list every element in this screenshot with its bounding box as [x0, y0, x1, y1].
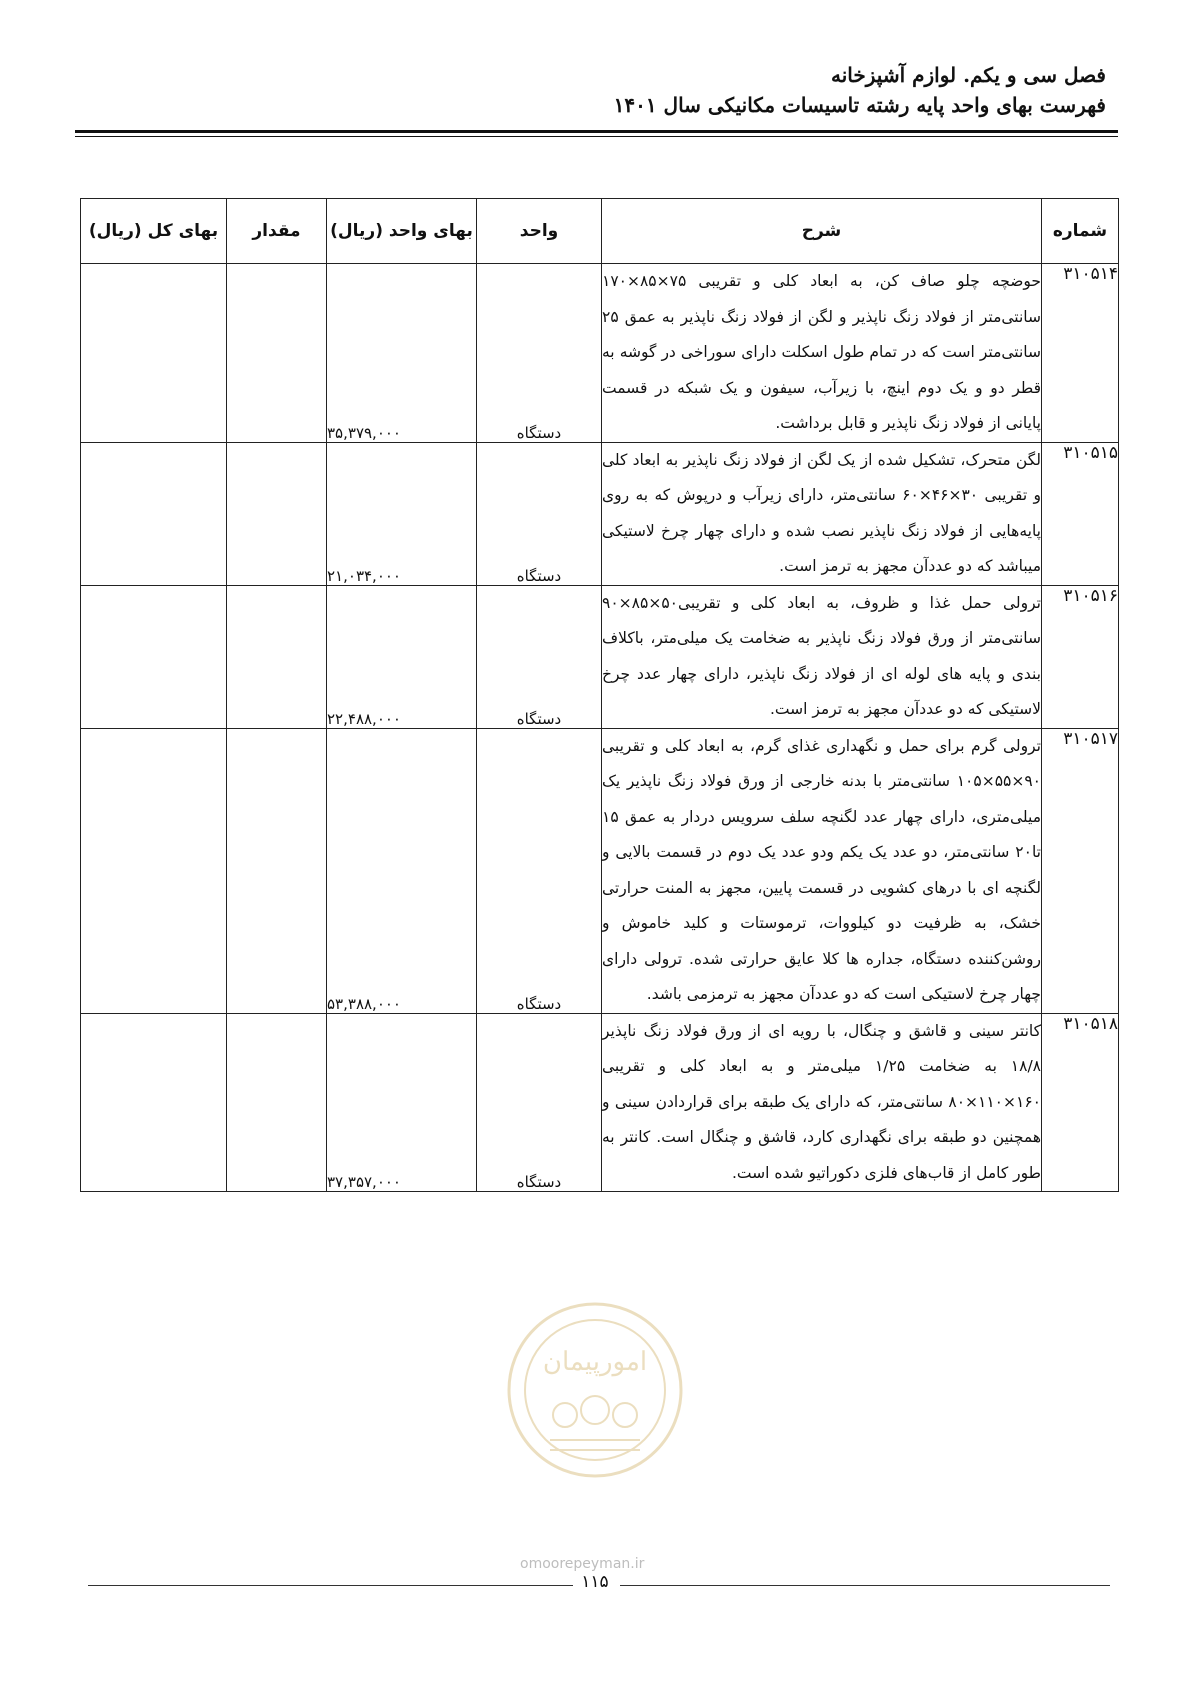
table-row	[81, 728, 1119, 1013]
item-description: لگن متحرک، تشکیل شده از یک لگن از فولاد زنگ ناپذیر به ابعاد کلی و تقریبی ۳۰×۴۶×۶۰ سانتی‌متر، دارای زیرآب و درپوش که به روی پایه‌هایی از فولاد زنگ ناپذیر نصب شده و دارای چهار چرخ لاستیکی میباشد که دو عددآن مجهز به ترمز است.	[602, 442, 1042, 585]
watermark-logo-icon	[505, 1300, 685, 1480]
watermark-url: omoorepeyman.ir	[520, 1556, 645, 1572]
item-unit: دستگاه	[477, 728, 602, 1013]
item-code: ۳۱۰۵۱۴	[1042, 264, 1119, 443]
item-quantity	[227, 442, 327, 585]
item-total-price	[81, 728, 227, 1013]
table-header-row	[81, 199, 1119, 264]
table-row	[81, 585, 1119, 728]
item-description: کانتر سینی و قاشق و چنگال، با رویه ای از ورق فولاد زنگ ناپذیر ۱۸/۸ به ضخامت ۱/۲۵ میلی‌متر و به ابعاد کلی و تقریبی ۱۶۰×۱۱۰×۸۰ سانتی‌متر، که دارای یک طبقه برای قراردادن سینی و همچنین دو طبقه برای نگهداری کارد، قاشق و چنگال است. کانتر به طور کامل از قاب‌های فلزی دکوراتیو شده است.	[602, 1013, 1042, 1192]
item-total-price	[81, 585, 227, 728]
item-quantity	[227, 585, 327, 728]
item-description: ترولی گرم برای حمل و نگهداری غذای گرم، به ابعاد کلی و تقریبی ۹۰×۵۵×۱۰۵ سانتی‌متر با بدنه خارجی از ورق فولاد زنگ ناپذیر یک میلی‌متری، دارای چهار عدد لگنچه سلف سرویس دردار به عمق ۱۵ تا۲۰ سانتی‌متر، دو عدد یک یکم ودو عدد یک دوم در قسمت بالایی و لگنچه ای با درهای کشویی در قسمت پایین، مجهز به المنت حرارتی خشک، به ظرفیت دو کیلووات، ترموستات و کلید خاموش و روشن‌کننده دستگاه، جداره ها کلا عایق حرارتی شده. ترولی دارای چهار چرخ لاستیکی است که دو عددآن مجهز به ترمزمی باشد.	[602, 728, 1042, 1013]
item-unit-price: ۳۵,۳۷۹,۰۰۰	[327, 264, 477, 443]
footer-rule-right	[620, 1585, 1110, 1586]
item-total-price	[81, 442, 227, 585]
item-code: ۳۱۰۵۱۵	[1042, 442, 1119, 585]
item-unit: دستگاه	[477, 1013, 602, 1192]
col-header-unit-price: بهای واحد (ریال)	[327, 199, 477, 264]
item-unit: دستگاه	[477, 442, 602, 585]
col-header-quantity: مقدار	[227, 199, 327, 264]
item-quantity	[227, 1013, 327, 1192]
item-total-price	[81, 1013, 227, 1192]
item-unit: دستگاه	[477, 264, 602, 443]
item-unit-price: ۲۲,۴۸۸,۰۰۰	[327, 585, 477, 728]
page-number: ۱۱۵	[581, 1572, 609, 1592]
header-rule-thin	[75, 136, 1118, 137]
item-code: ۳۱۰۵۱۷	[1042, 728, 1119, 1013]
footer-rule-left	[88, 1585, 573, 1586]
watermark-brand: امورپیمان	[542, 1347, 648, 1377]
item-quantity	[227, 728, 327, 1013]
col-header-total-price: بهای کل (ریال)	[81, 199, 227, 264]
item-code: ۳۱۰۵۱۶	[1042, 585, 1119, 728]
col-header-unit: واحد	[477, 199, 602, 264]
item-unit-price: ۳۷,۳۵۷,۰۰۰	[327, 1013, 477, 1192]
item-unit-price: ۵۳,۳۸۸,۰۰۰	[327, 728, 477, 1013]
item-description: ترولی حمل غذا و ظروف، به ابعاد کلی و تقریبی۵۰×۸۵×۹۰ سانتی‌متر از ورق فولاد زنگ ناپذیر به ضخامت یک میلی‌متر، باکلاف بندی و پایه های لوله ای از فولاد زنگ ناپذیر، دارای چهار عدد چرخ لاستیکی که دو عددآن مجهز به ترمز است.	[602, 585, 1042, 728]
item-unit-price: ۲۱,۰۳۴,۰۰۰	[327, 442, 477, 585]
chapter-title: فصل سی و یکم. لوازم آشپزخانه	[831, 63, 1106, 87]
table-row	[81, 264, 1119, 443]
item-unit: دستگاه	[477, 585, 602, 728]
col-header-desc: شرح	[602, 199, 1042, 264]
item-total-price	[81, 264, 227, 443]
col-header-code: شماره	[1042, 199, 1119, 264]
header-rule-thick	[75, 130, 1118, 133]
item-code: ۳۱۰۵۱۸	[1042, 1013, 1119, 1192]
document-subtitle: فهرست بهای واحد پایه رشته تاسیسات مکانیکی سال ۱۴۰۱	[613, 93, 1106, 117]
table-row	[81, 442, 1119, 585]
item-quantity	[227, 264, 327, 443]
price-list-table	[80, 198, 1119, 1192]
page-header	[66, 60, 1106, 120]
item-description: حوضچه چلو صاف کن، به ابعاد کلی و تقریبی ۷۵×۸۵×۱۷۰ سانتی‌متر از فولاد زنگ ناپذیر و لگن از فولاد زنگ ناپذیر به عمق ۲۵ سانتی‌متر است که در تمام طول اسکلت دارای سوراخی در گوشه به قطر دو و یک دوم اینچ، با زیرآب، سیفون و یک شبکه در قسمت پایانی از فولاد زنگ ناپذیر و قابل برداشت.	[602, 264, 1042, 443]
table-row	[81, 1013, 1119, 1192]
